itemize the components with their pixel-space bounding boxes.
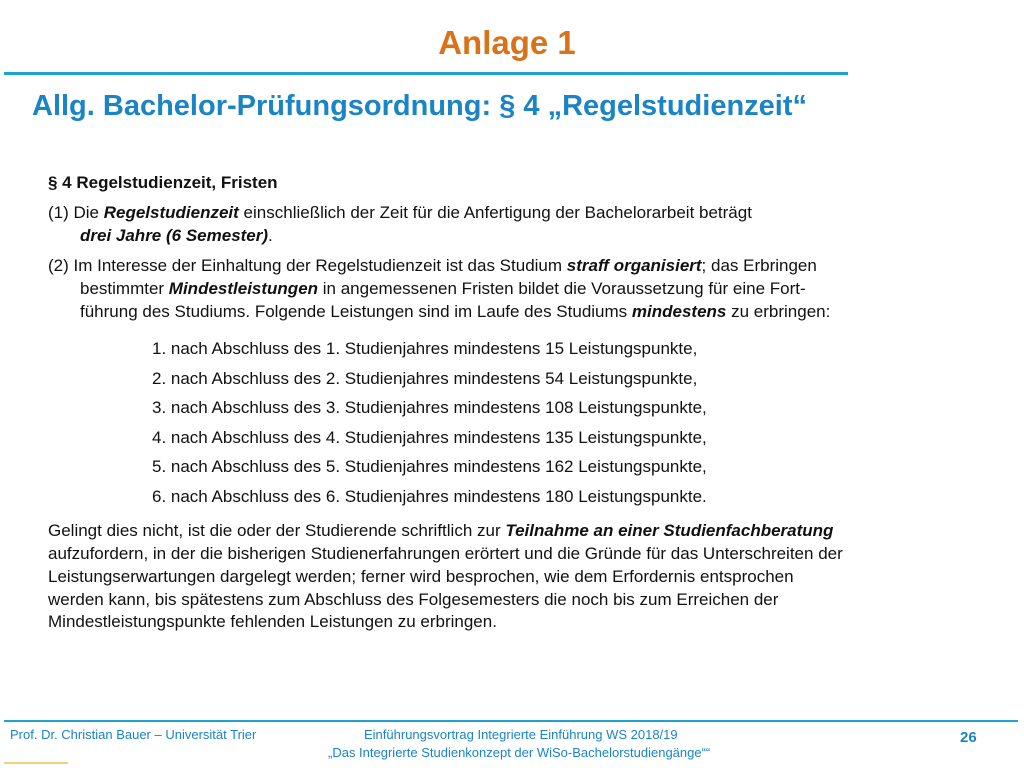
- text: in angemessenen Fristen bildet die Voraussetzung für eine Fort-: [318, 279, 806, 298]
- paragraph-3-line-4: werden kann, bis spätestens zum Abschluss des Folgesemesters die noch bis zum Erreichen der: [48, 590, 779, 609]
- paragraph-3-line-5: Mindestleistungspunkte fehlenden Leistungen zu erbringen.: [48, 612, 497, 631]
- text: Gelingt dies nicht, ist die oder der Studierende schriftlich zur: [48, 521, 506, 540]
- text: bestimmter: [80, 279, 169, 298]
- paragraph-2-line-3: [80, 302, 830, 322]
- text: .: [268, 226, 273, 245]
- list-item: 3. nach Abschluss des 3. Studienjahres mindestens 108 Leistungspunkte,: [152, 398, 707, 417]
- list-item: 1. nach Abschluss des 1. Studienjahres mindestens 15 Leistungspunkte,: [152, 339, 698, 358]
- emphasis: mindestens: [631, 302, 727, 321]
- text: (1) Die: [48, 203, 104, 222]
- footer-rule: [4, 720, 1018, 722]
- emphasis: Regelstudienzeit: [103, 203, 239, 222]
- paragraph-3-line-3: Leistungserwartungen dargelegt werden; ferner wird besprochen, wie dem Erfordernis entsprochen: [48, 567, 794, 586]
- section-heading: § 4 Regelstudienzeit, Fristen: [48, 173, 278, 192]
- emphasis: drei Jahre (6 Semester): [80, 226, 269, 245]
- page-number: 26: [960, 729, 977, 746]
- list-item: 6. nach Abschluss des 6. Studienjahres mindestens 180 Leistungspunkte.: [152, 487, 707, 506]
- title-rule: [4, 72, 848, 75]
- anlage-title: Anlage 1: [438, 24, 576, 61]
- text: (2) Im Interesse der Einhaltung der Regelstudienzeit ist das Studium: [48, 256, 567, 275]
- footer-mark: [4, 762, 68, 764]
- text: zu erbringen:: [726, 302, 831, 321]
- footer-subtitle: „Das Integrierte Studienkonzept der WiSo-Bachelorstudiengänge““: [328, 745, 711, 760]
- paragraph-2-line-2: [80, 279, 806, 299]
- paragraph-1-line-2: [80, 226, 273, 246]
- footer-author: Prof. Dr. Christian Bauer – Universität Trier: [10, 727, 257, 742]
- paragraph-1-line-1: [48, 203, 752, 223]
- paragraph-3-line-2: aufzufordern, in der die bisherigen Studienerfahrungen erörtert und die Gründe für das Unterschreiten der: [48, 544, 843, 563]
- text: ; das Erbringen: [701, 256, 817, 275]
- paragraph-2-line-1: [48, 256, 817, 276]
- list-item: 4. nach Abschluss des 4. Studienjahres mindestens 135 Leistungspunkte,: [152, 428, 707, 447]
- emphasis: Mindestleistungen: [168, 279, 319, 298]
- emphasis: Teilnahme an einer Studienfachberatung: [505, 521, 834, 540]
- paragraph-3-line-1: [48, 521, 833, 541]
- text: einschließlich der Zeit für die Anfertigung der Bachelorarbeit beträgt: [238, 203, 752, 222]
- emphasis: straff organisiert: [566, 256, 702, 275]
- text: führung des Studiums. Folgende Leistungen sind im Laufe des Studiums: [80, 302, 632, 321]
- page-title: Allg. Bachelor-Prüfungsordnung: § 4 „Regelstudienzeit“: [32, 90, 807, 122]
- footer-event: Einführungsvortrag Integrierte Einführung WS 2018/19: [364, 727, 678, 742]
- list-item: 5. nach Abschluss des 5. Studienjahres mindestens 162 Leistungspunkte,: [152, 457, 707, 476]
- list-item: 2. nach Abschluss des 2. Studienjahres mindestens 54 Leistungspunkte,: [152, 369, 698, 388]
